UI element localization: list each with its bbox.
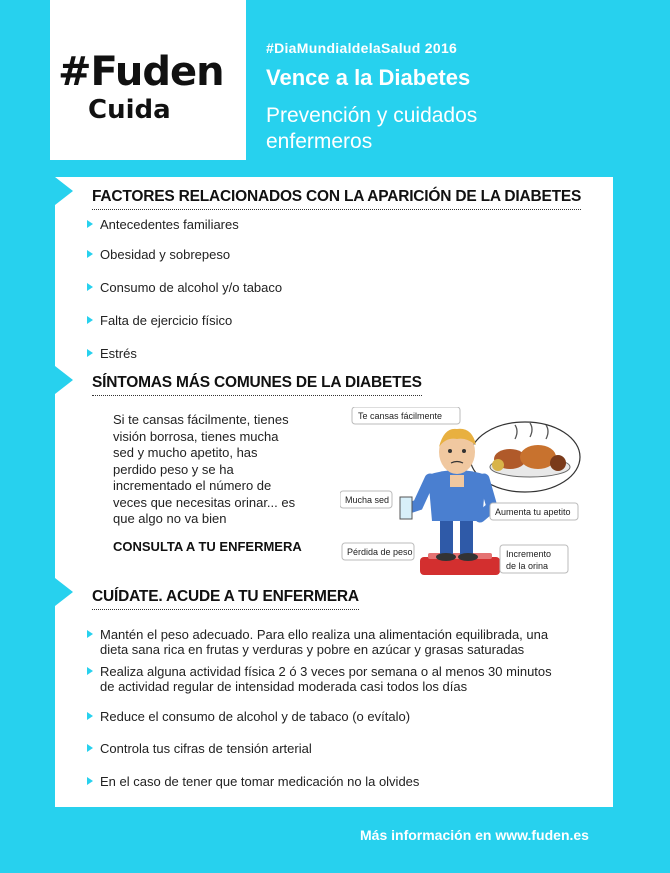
label-cansas: Te cansas fácilmente [358, 411, 443, 421]
sintomas-text: Si te cansas fácilmente, tienes visión borrosa, tienes mucha sed y mucho apetito, has perdido peso y se ha incrementado el número de veces que necesitas orinar... es que algo no va bien [113, 412, 296, 526]
list-item: Estrés [100, 346, 137, 361]
label-orina-2: de la orina [506, 561, 549, 571]
bullet-icon [87, 777, 93, 785]
bullet-icon [87, 667, 93, 675]
label-orina-1: Incremento [506, 549, 552, 559]
bullet-icon [87, 250, 93, 258]
list-item: Antecedentes familiares [100, 217, 239, 232]
footer-link[interactable]: Más información en www.fuden.es [360, 827, 589, 843]
label-peso: Pérdida de peso [347, 547, 413, 557]
logo-text-fuden: #Fuden [58, 49, 224, 95]
bullet-icon [87, 283, 93, 291]
bullet-icon [87, 220, 93, 228]
list-item: Obesidad y sobrepeso [100, 247, 230, 262]
list-item: Mantén el peso adecuado. Para ello realiza una alimentación equilibrada, una dieta sana rica en frutas y verduras y pobre en azúcar y grasas saturadas [100, 627, 548, 657]
list-item: En el caso de tener que tomar medicación no la olvides [100, 774, 419, 789]
label-sed: Mucha sed [345, 495, 390, 505]
list-item: Realiza alguna actividad física 2 ó 3 veces por semana o al menos 30 minutos de actividad regular de intensidad moderada casi todos los días [100, 664, 552, 694]
bullet-icon [87, 630, 93, 638]
label-apetito: Aumenta tu apetito [495, 507, 571, 517]
header-hashtag: #DiaMundialdelaSalud 2016 [266, 40, 458, 56]
bullet-icon [87, 744, 93, 752]
bullet-icon [87, 712, 93, 720]
section-arrow-icon [55, 578, 73, 606]
list-item: Reduce el consumo de alcohol y de tabaco (o evítalo) [100, 709, 410, 724]
list-item: Controla tus cifras de tensión arterial [100, 741, 312, 756]
section-arrow-icon [55, 366, 73, 394]
section-arrow-icon [55, 177, 73, 205]
page-subtitle: Prevención y cuidados enfermeros [266, 104, 478, 153]
page-title: Vence a la Diabetes [266, 65, 471, 90]
bullet-icon [87, 349, 93, 357]
section-title-cuidate: CUÍDATE. ACUDE A TU ENFERMERA [92, 588, 359, 610]
logo [50, 0, 246, 160]
bullet-icon [87, 316, 93, 324]
consulta-cta: CONSULTA A TU ENFERMERA [113, 539, 302, 554]
diabetes-symptoms-illustration [340, 407, 585, 582]
content-panel [55, 177, 613, 807]
section-title-sintomas: SÍNTOMAS MÁS COMUNES DE LA DIABETES [92, 374, 422, 396]
list-item: Falta de ejercicio físico [100, 313, 232, 328]
section-title-factores: FACTORES RELACIONADOS CON LA APARICIÓN DE LA DIABETES [92, 188, 581, 210]
list-item: Consumo de alcohol y/o tabaco [100, 280, 282, 295]
logo-text-cuida: Cuida [88, 95, 171, 125]
